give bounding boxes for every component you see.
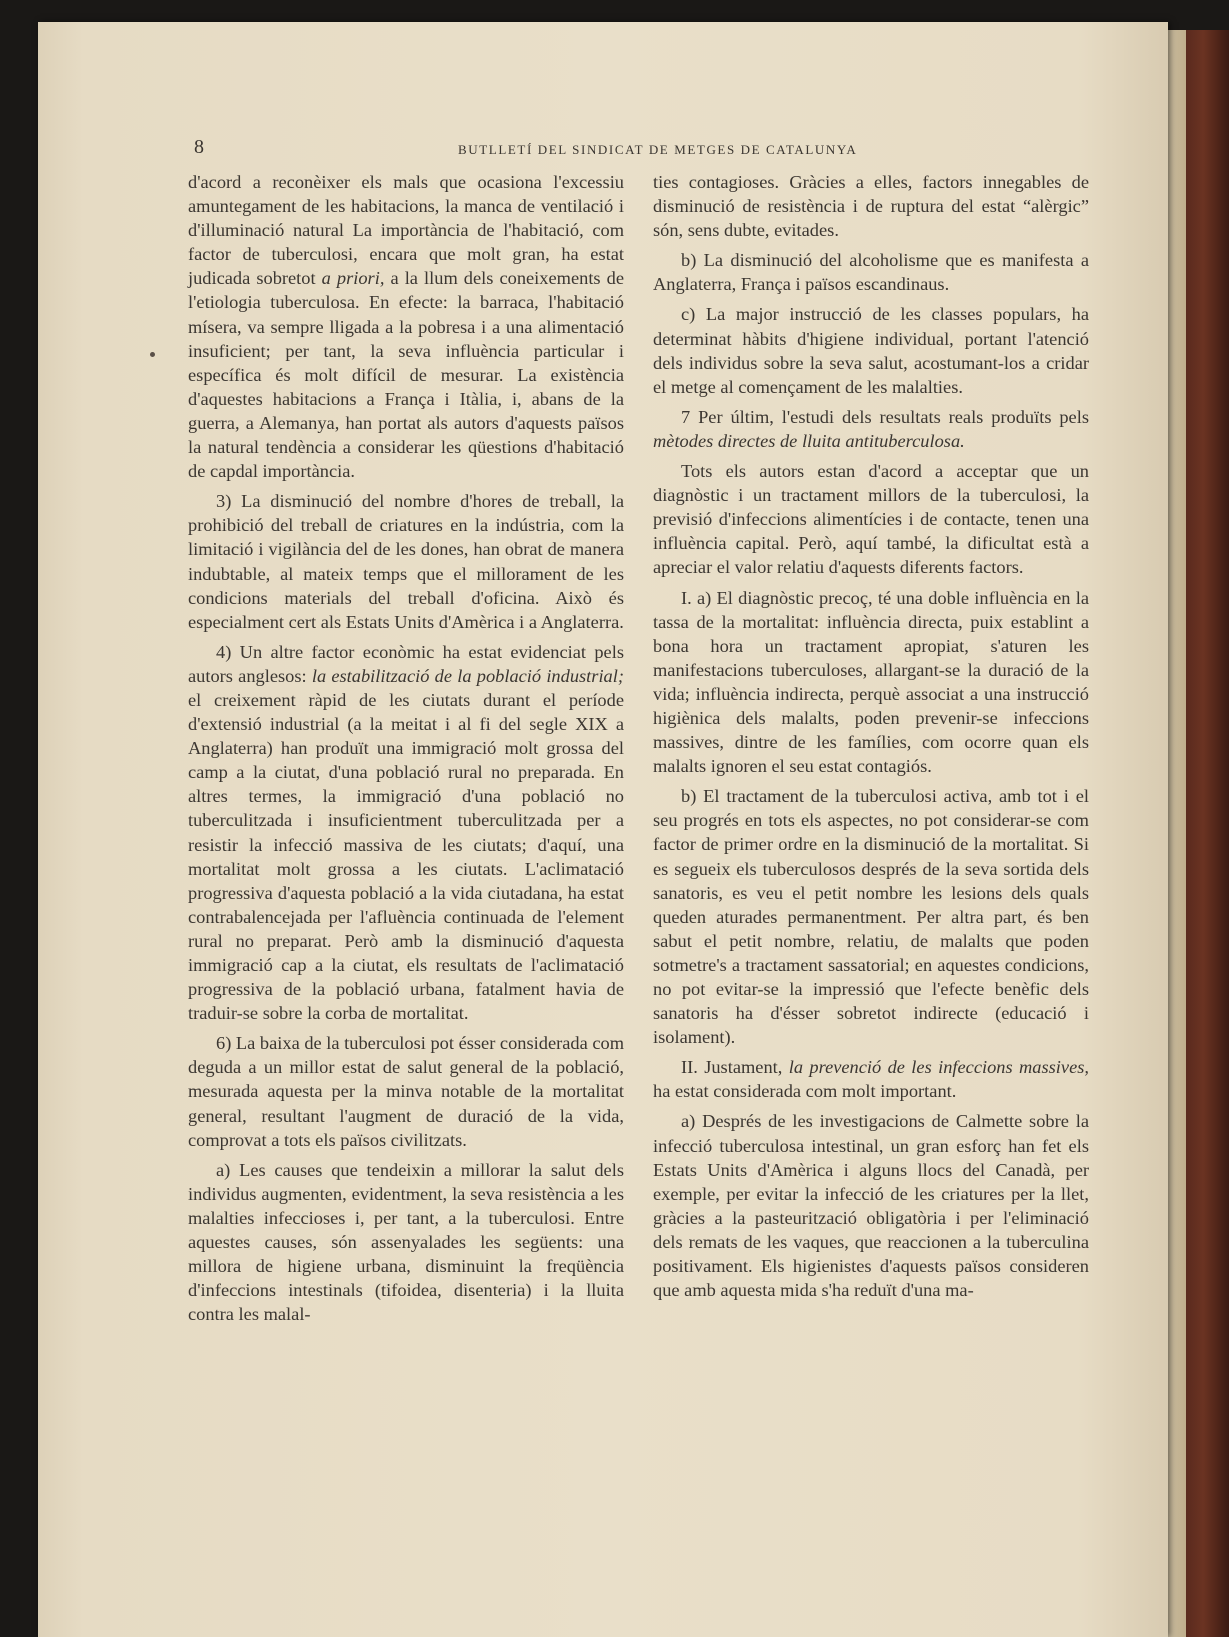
running-head: BUTLLETÍ DEL SINDICAT DE METGES DE CATALUNYA xyxy=(458,142,858,157)
paragraph: 7 Per últim, l'estudi dels resultats reals produïts pels mètodes directes de lluita antituberculosa. xyxy=(653,406,1089,451)
paragraph: b) La disminució del alcoholisme que es manifesta a Anglaterra, França i països escandinaus. xyxy=(653,250,1089,295)
paragraph: a) Les causes que tendeixin a millorar la salut dels individus augmenten, evidentment, la seva resistència a les malalties infeccioses i, per tant, a la tuberculosi. Entre aquestes causes, són assenyalades les següents: una millora de higiene urbana, disminuint la freqüència d'infeccions intestinals (tifoidea, disenteria) i la lluita contra les malal- xyxy=(188,1159,624,1325)
left-column xyxy=(188,170,624,1332)
right-column xyxy=(653,170,1089,1308)
paragraph: Tots els autors estan d'acord a acceptar que un diagnòstic i un tractament millors de la tuberculosi, la previsió d'infeccions alimentícies i de contacte, tenen una influència capital. Però, aquí també, la dificultat està a apreciar el valor relatiu d'aquests diferents factors. xyxy=(653,461,1089,578)
paragraph: ties contagioses. Gràcies a elles, factors innegables de disminució de resistència i de ruptura del estat “alèrgic” són, sens dubte, evitades. xyxy=(653,172,1089,241)
page-number: 8 xyxy=(194,136,204,158)
paragraph: d'acord a reconèixer els mals que ocasiona l'excessiu amuntegament de les habitacions, la manca de ventilació i d'illuminació natural La importància de l'habitació, com factor de tuberculosi, encara que molt gran, ha estat judicada sobretot a priori, a la llum dels coneixements de l'etiologia tuberculosa. En efecte: la barraca, l'habitació mísera, va sempre lligada a la pobresa i a una alimentació insuficient; per tant, la seva influència particular i específica és molt difícil de mesurar. La existència d'aquestes habitacions a França i Itàlia, i, abans de la guerra, a Alemanya, han portat als autors d'aquests països la natural tendència a considerar les qüestions d'habitació de capdal importància. xyxy=(188,172,624,482)
paragraph: 3) La disminució del nombre d'hores de treball, la prohibició del treball de criatures en la indústria, com la limitació i vigilància del de les dones, han obrat de manera indubtable, al mateix temps que el millorament de les condicions materials del treball d'oficina. Això és especialment cert als Estats Units d'Amèrica i a Anglaterra. xyxy=(188,491,624,632)
paragraph: c) La major instrucció de les classes populars, ha determinat hàbits d'higiene individual, portant l'atenció dels individus sobre la seva salut, acostumant-los a cridar el metge al començament de les malalties. xyxy=(653,304,1089,397)
paragraph: 6) La baixa de la tuberculosi pot ésser considerada com deguda a un millor estat de salut general de la població, mesurada aquesta per la minva notable de la mortalitat general, resultant l'augment de duració de la vida, comprovat a tots els països civilitzats. xyxy=(188,1033,625,1150)
paragraph: b) El tractament de la tuberculosi activa, amb tot i el seu progrés en tots els aspectes, no pot considerar-se com factor de primer ordre en la disminució de la mortalitat. Si es segueix els tuberculosos després de la seva sortida dels sanatoris, es veu el petit nombre les lesions dels quals queden aturades permanentment. Per altra part, és ben sabut el petit nombre, relatiu, de malalts que poden sotmetre's a tractament sassatorial; en aquestes condicions, no pot evitar-se la impressió que l'efecte benèfic dels sanatoris ha d'ésser sobretot indirecte (educació i isolament). xyxy=(653,786,1089,1048)
margin-speck xyxy=(150,352,155,357)
book-cover-edge xyxy=(1186,30,1229,1637)
paragraph: 4) Un altre factor econòmic ha estat evidenciat pels autors anglesos: la estabilització de la població industrial; el creixement ràpid de les ciutats durant el període d'extensió industrial (a la meitat i al fi del segle XIX a Anglaterra) han produït una immigració molt grossa del camp a la ciutat, d'una població rural no preparada. En altres termes, la immigració d'una població no tuberculitzada i insuficientment tuberculitzada per a resistir la infecció massiva de les ciutats; d'aquí, una mortalitat molt grossa a les ciutats. L'aclimatació progressiva d'aquesta població a la vida ciutadana, ha estat contrabalencejada per l'afluència continuada de l'element rural no preparat. Però amb la disminució d'aquesta immigració cap a la ciutat, els resultats de l'aclimatació progressiva de la població urbana, fatalment havia de traduir-se sobre la corba de mortalitat. xyxy=(188,641,624,1024)
paragraph: II. Justament, la prevenció de les infeccions massives, ha estat considerada com molt important. xyxy=(653,1057,1089,1102)
document-page xyxy=(38,22,1168,1637)
page-header xyxy=(38,136,1168,160)
paragraph: a) Després de les investigacions de Calmette sobre la infecció tuberculosa intestinal, un gran esforç han fet els Estats Units d'Amèrica i alguns llocs del Canadà, per exemple, per evitar la infecció de les criatures per la llet, gràcies a la pasteurització obligatòria i per l'eliminació dels remats de les vaques, que reaccionen a la tuberculina positivament. Els higienistes d'aquests països consideren que amb aquesta mida s'ha reduït d'una ma- xyxy=(653,1111,1089,1301)
paragraph: I. a) El diagnòstic precoç, té una doble influència en la tassa de la mortalitat: influència directa, puix establint a bona hora un tractament apropiat, s'aturen les manifestacions tuberculoses, allargant-se la duració de la vida; influència indirecta, perquè associat a una instrucció higiènica dels malalts, poden prevenir-se infeccions massives, dintre de les famílies, com ocorre quan els malalts ignoren el seu estat contagiós. xyxy=(653,587,1089,777)
